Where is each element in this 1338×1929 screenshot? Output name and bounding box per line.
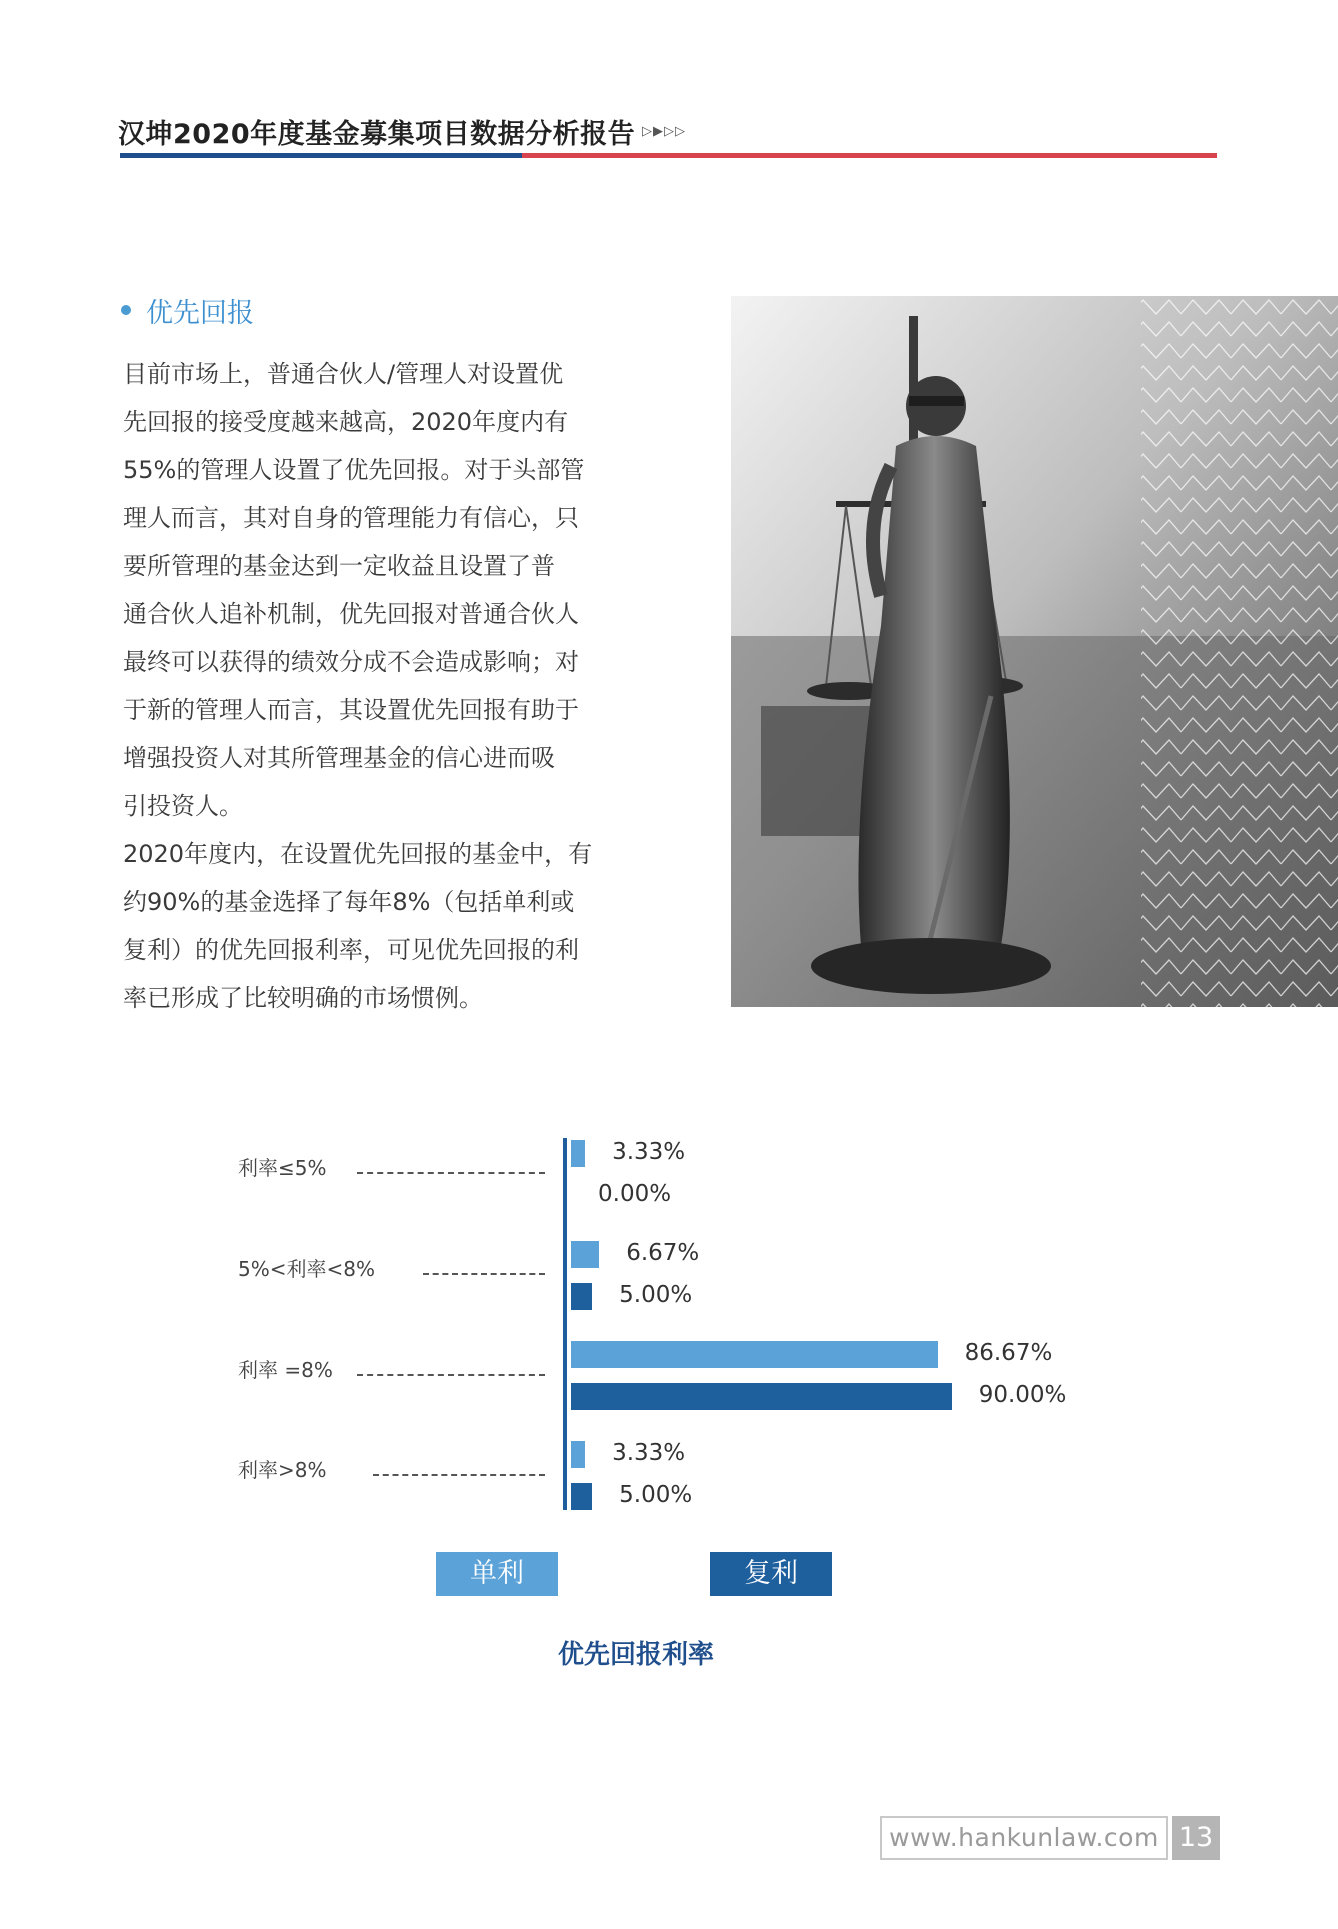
category-label: 利率 =8% (238, 1358, 333, 1382)
bar-value-label: 6.67% (626, 1240, 700, 1266)
category-label: 利率>8% (238, 1458, 327, 1482)
text-line: 要所管理的基金达到一定收益且设置了普 (123, 552, 555, 580)
bar-simple (571, 1140, 585, 1167)
bullet-icon (121, 305, 131, 315)
legend-compound-interest: 复利 (710, 1552, 832, 1596)
report-title: 汉坤2020年度基金募集项目数据分析报告 (118, 119, 636, 150)
text-line: 约90%的基金选择了每年8%（包括单利或 (123, 888, 575, 916)
page-number: 13 (1172, 1816, 1220, 1860)
text-line: 通合伙人追补机制，优先回报对普通合伙人 (123, 600, 579, 628)
header-rule-red (522, 153, 1217, 158)
lady-justice-photo (731, 296, 1338, 1007)
bar-value-label: 5.00% (619, 1282, 693, 1308)
text-line: 率已形成了比较明确的市场惯例。 (123, 984, 483, 1012)
bar-compound (571, 1383, 952, 1410)
lady-justice-image (731, 296, 1338, 1007)
header-rule-blue (120, 153, 522, 158)
text-line: 目前市场上，普通合伙人/管理人对设置优 (123, 360, 564, 388)
website-link[interactable]: www.hankunlaw.com (880, 1816, 1168, 1860)
body-text (123, 350, 623, 1022)
bar-simple (571, 1341, 938, 1368)
leader-line (423, 1273, 545, 1275)
legend-simple-interest: 单利 (436, 1552, 558, 1596)
leader-line (373, 1474, 545, 1476)
bar-compound (571, 1483, 592, 1510)
text-line: 2020年度内，在设置优先回报的基金中，有 (123, 840, 593, 868)
category-label: 5%<利率<8% (238, 1257, 375, 1281)
bar-value-label: 90.00% (978, 1382, 1067, 1408)
text-line: 先回报的接受度越来越高，2020年度内有 (123, 408, 569, 436)
chart-axis (563, 1138, 567, 1510)
text-line: 最终可以获得的绩效分成不会造成影响；对 (123, 648, 579, 676)
text-line: 复利）的优先回报利率，可见优先回报的利 (123, 936, 579, 964)
leader-line (357, 1172, 545, 1174)
text-line: 引投资人。 (123, 792, 243, 820)
bar-compound (571, 1283, 592, 1310)
category-label: 利率≤5% (238, 1156, 327, 1180)
text-line: 理人而言，其对自身的管理能力有信心，只 (123, 504, 579, 532)
bar-value-label: 3.33% (612, 1139, 686, 1165)
bar-value-label: 5.00% (619, 1482, 693, 1508)
text-line: 55%的管理人设置了优先回报。对于头部管 (123, 456, 585, 484)
text-line: 增强投资人对其所管理基金的信心进而吸 (123, 744, 555, 772)
bar-simple (571, 1441, 585, 1468)
bar-value-label: 3.33% (612, 1440, 686, 1466)
bar-value-label: 0.00% (598, 1181, 672, 1207)
section-title: 优先回报 (146, 298, 254, 329)
bar-value-label: 86.67% (964, 1340, 1053, 1366)
chart-title: 优先回报利率 (557, 1640, 714, 1670)
arrow-decoration-icon: ▷▶▷▷ (642, 124, 686, 139)
bar-simple (571, 1241, 599, 1268)
text-line: 于新的管理人而言，其设置优先回报有助于 (123, 696, 579, 724)
leader-line (357, 1374, 545, 1376)
